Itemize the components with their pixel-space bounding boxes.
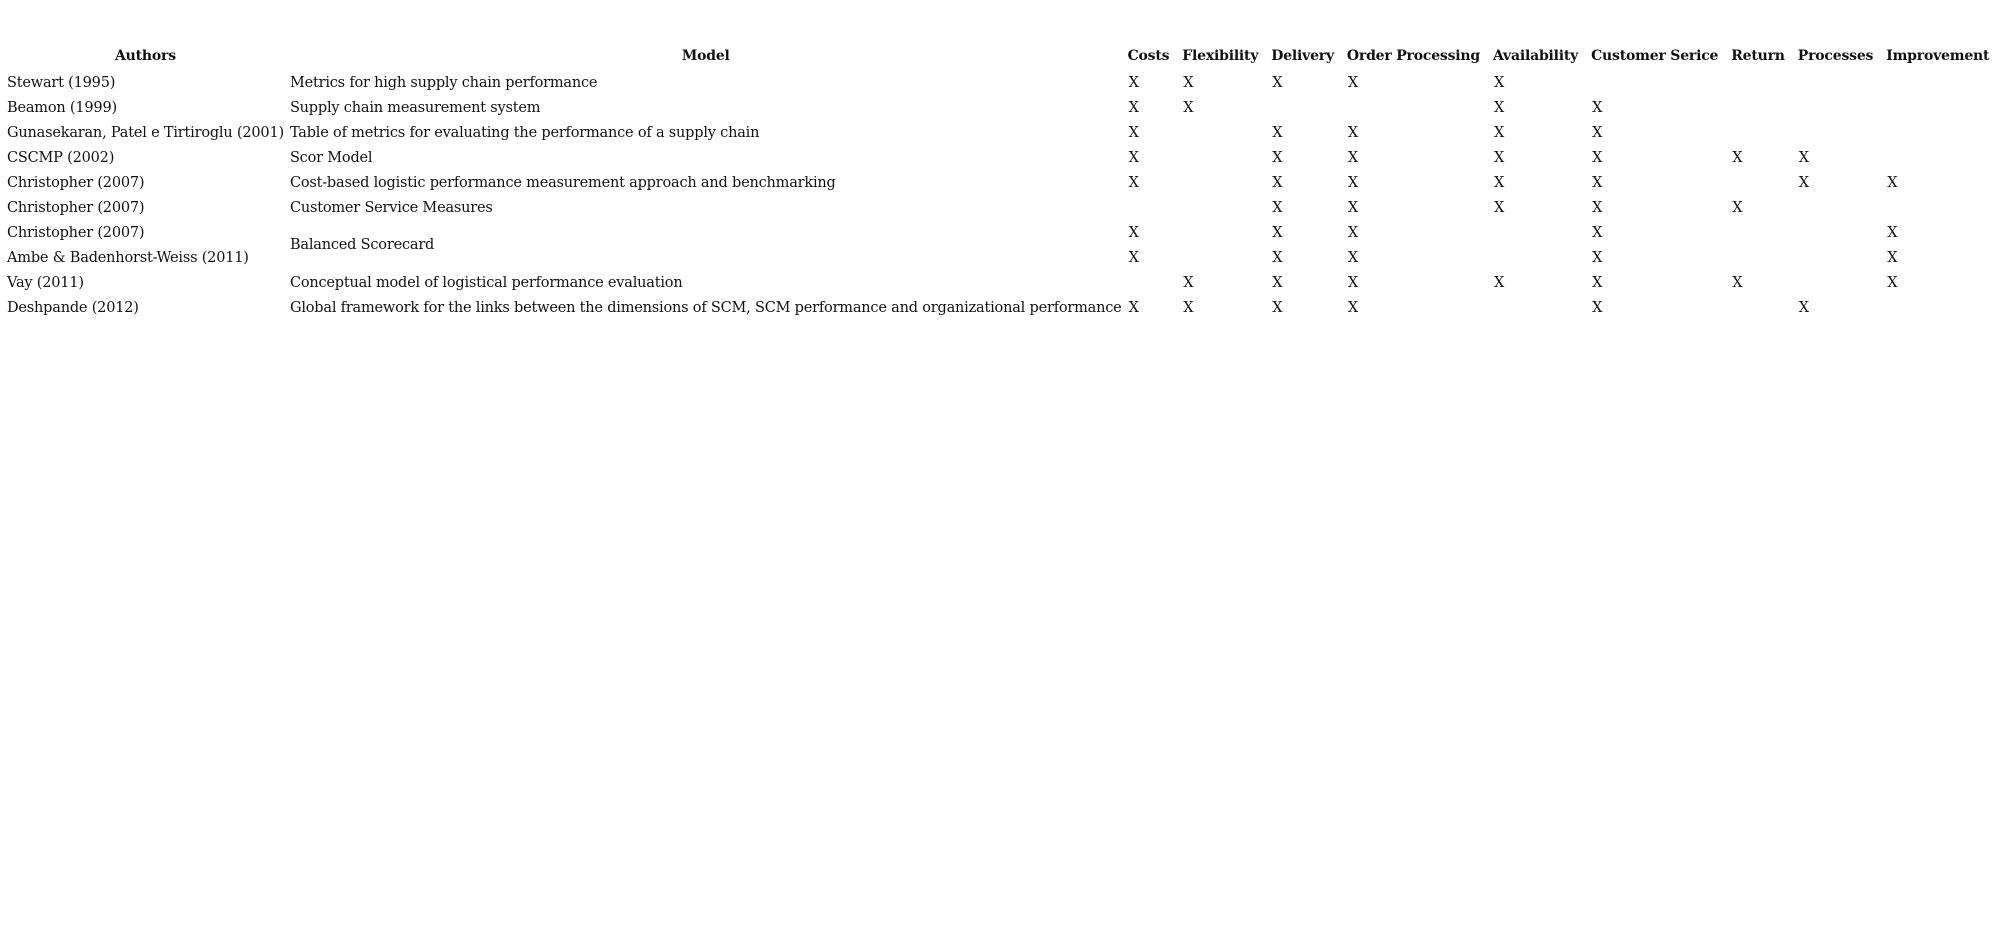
mark-cell: [1883, 195, 1999, 220]
mark-cell: [1883, 70, 1999, 95]
mark-cell: [1883, 120, 1999, 145]
mark-cell: X: [1493, 274, 1505, 291]
mark-cell: [1728, 95, 1795, 120]
mark-cell: X: [1128, 74, 1139, 91]
author-cell: Deshpande (2012): [7, 299, 139, 316]
mark-cell: [1268, 95, 1344, 120]
author-cell: Beamon (1999): [7, 99, 117, 116]
mark-cell: X: [1272, 149, 1283, 166]
mark-cell: X: [1732, 199, 1743, 216]
mark-cell: [1728, 70, 1795, 95]
mark-cell: X: [1493, 199, 1505, 216]
mark-cell: X: [1272, 299, 1283, 316]
model-cell: Metrics for high supply chain performance: [289, 74, 598, 91]
header-row: [4, 44, 1999, 70]
mark-cell: [1179, 170, 1268, 195]
header-flexibility: Flexibility: [1182, 47, 1259, 64]
mark-cell: X: [1493, 99, 1505, 116]
mark-cell: X: [1183, 274, 1194, 291]
mark-cell: X: [1347, 224, 1359, 241]
mark-cell: X: [1493, 149, 1505, 166]
author-cell: Stewart (1995): [7, 74, 116, 91]
mark-cell: X: [1347, 249, 1359, 266]
mark-cell: [1344, 95, 1490, 120]
header-processes: Processes: [1797, 47, 1874, 64]
mark-cell: X: [1493, 174, 1505, 191]
mark-cell: X: [1128, 299, 1139, 316]
mark-cell: [1728, 245, 1795, 270]
mark-cell: X: [1272, 274, 1283, 291]
model-cell: Supply chain measurement system: [289, 99, 541, 116]
mark-cell: X: [1128, 124, 1139, 141]
mark-cell: [1795, 95, 1883, 120]
model-cell: Global framework for the links between the dimensions of SCM, SCM performance and organizational performance: [289, 299, 1122, 316]
mark-cell: [1179, 220, 1268, 245]
mark-cell: X: [1347, 74, 1359, 91]
author-cell: CSCMP (2002): [7, 149, 115, 166]
mark-cell: X: [1347, 174, 1359, 191]
mark-cell: [1795, 245, 1883, 270]
model-cell: Balanced Scorecard: [289, 237, 435, 253]
mark-cell: X: [1128, 149, 1139, 166]
author-cell: Christopher (2007): [7, 224, 145, 241]
table-row: [4, 95, 1999, 120]
mark-cell: X: [1887, 174, 1898, 191]
model-cell: Customer Service Measures: [289, 199, 493, 216]
header-availability: Availability: [1492, 47, 1579, 64]
header-customer-service: Customer Serice: [1591, 47, 1719, 64]
header-return: Return: [1731, 47, 1785, 64]
model-cell: Cost-based logistic performance measurement approach and benchmarking: [289, 174, 836, 191]
mark-cell: X: [1272, 249, 1283, 266]
table-row: [4, 295, 1999, 320]
mark-cell: X: [1272, 224, 1283, 241]
model-cell: Conceptual model of logistical performance evaluation: [289, 274, 683, 291]
performance-models-table-container: [4, 44, 1999, 320]
mark-cell: X: [1128, 174, 1139, 191]
table-row: [4, 170, 1999, 195]
mark-cell: X: [1798, 174, 1809, 191]
mark-cell: X: [1592, 249, 1603, 266]
mark-cell: X: [1347, 124, 1359, 141]
mark-cell: X: [1272, 199, 1283, 216]
mark-cell: X: [1183, 99, 1194, 116]
mark-cell: [1125, 195, 1180, 220]
mark-cell: X: [1592, 124, 1603, 141]
header-model: Model: [681, 47, 730, 64]
mark-cell: [1179, 245, 1268, 270]
mark-cell: X: [1887, 274, 1898, 291]
mark-cell: X: [1887, 249, 1898, 266]
mark-cell: X: [1592, 99, 1603, 116]
mark-cell: X: [1592, 149, 1603, 166]
header-authors: Authors: [115, 47, 176, 64]
header-order-processing: Order Processing: [1346, 47, 1480, 64]
mark-cell: X: [1732, 274, 1743, 291]
mark-cell: X: [1347, 199, 1359, 216]
header-improvement: Improvement: [1886, 47, 1990, 64]
header-delivery: Delivery: [1271, 47, 1334, 64]
mark-cell: [1795, 220, 1883, 245]
author-cell: Christopher (2007): [7, 199, 145, 216]
mark-cell: X: [1732, 149, 1743, 166]
mark-cell: X: [1128, 249, 1139, 266]
mark-cell: [1125, 270, 1180, 295]
mark-cell: X: [1592, 274, 1603, 291]
mark-cell: X: [1592, 224, 1603, 241]
mark-cell: X: [1347, 274, 1359, 291]
mark-cell: [1728, 295, 1795, 320]
mark-cell: X: [1592, 174, 1603, 191]
mark-cell: [1883, 95, 1999, 120]
author-cell: Christopher (2007): [7, 174, 145, 191]
mark-cell: [1588, 70, 1728, 95]
mark-cell: [1179, 145, 1268, 170]
mark-cell: X: [1183, 299, 1194, 316]
model-cell: Scor Model: [289, 149, 373, 166]
author-cell: Ambe & Badenhorst-Weiss (2011): [7, 249, 249, 266]
mark-cell: X: [1493, 124, 1505, 141]
mark-cell: X: [1493, 74, 1505, 91]
mark-cell: X: [1887, 224, 1898, 241]
mark-cell: [1728, 220, 1795, 245]
mark-cell: [1179, 195, 1268, 220]
mark-cell: X: [1798, 299, 1809, 316]
mark-cell: [1490, 220, 1588, 245]
mark-cell: [1795, 70, 1883, 95]
performance-models-table: [4, 44, 1999, 320]
table-row: [4, 70, 1999, 95]
mark-cell: [1795, 120, 1883, 145]
mark-cell: [1728, 170, 1795, 195]
mark-cell: X: [1347, 299, 1359, 316]
table-row: [4, 195, 1999, 220]
mark-cell: X: [1592, 299, 1603, 316]
author-cell: Gunasekaran, Patel e Tirtiroglu (2001): [7, 124, 284, 141]
author-cell: Vay (2011): [7, 274, 84, 291]
mark-cell: [1883, 145, 1999, 170]
mark-cell: X: [1798, 149, 1809, 166]
mark-cell: X: [1272, 124, 1283, 141]
mark-cell: [1795, 270, 1883, 295]
table-row: [4, 270, 1999, 295]
mark-cell: X: [1592, 199, 1603, 216]
mark-cell: X: [1272, 74, 1283, 91]
mark-cell: X: [1183, 74, 1194, 91]
table-row: [4, 220, 1999, 245]
table-row: [4, 145, 1999, 170]
mark-cell: [1490, 245, 1588, 270]
mark-cell: [1179, 120, 1268, 145]
mark-cell: X: [1272, 174, 1283, 191]
mark-cell: X: [1128, 224, 1139, 241]
mark-cell: [1490, 295, 1588, 320]
mark-cell: X: [1347, 149, 1359, 166]
mark-cell: [1795, 195, 1883, 220]
mark-cell: [1883, 295, 1999, 320]
header-costs: Costs: [1127, 47, 1170, 64]
mark-cell: X: [1128, 99, 1139, 116]
table-row: [4, 120, 1999, 145]
mark-cell: [1728, 120, 1795, 145]
model-cell: Table of metrics for evaluating the performance of a supply chain: [289, 124, 760, 141]
